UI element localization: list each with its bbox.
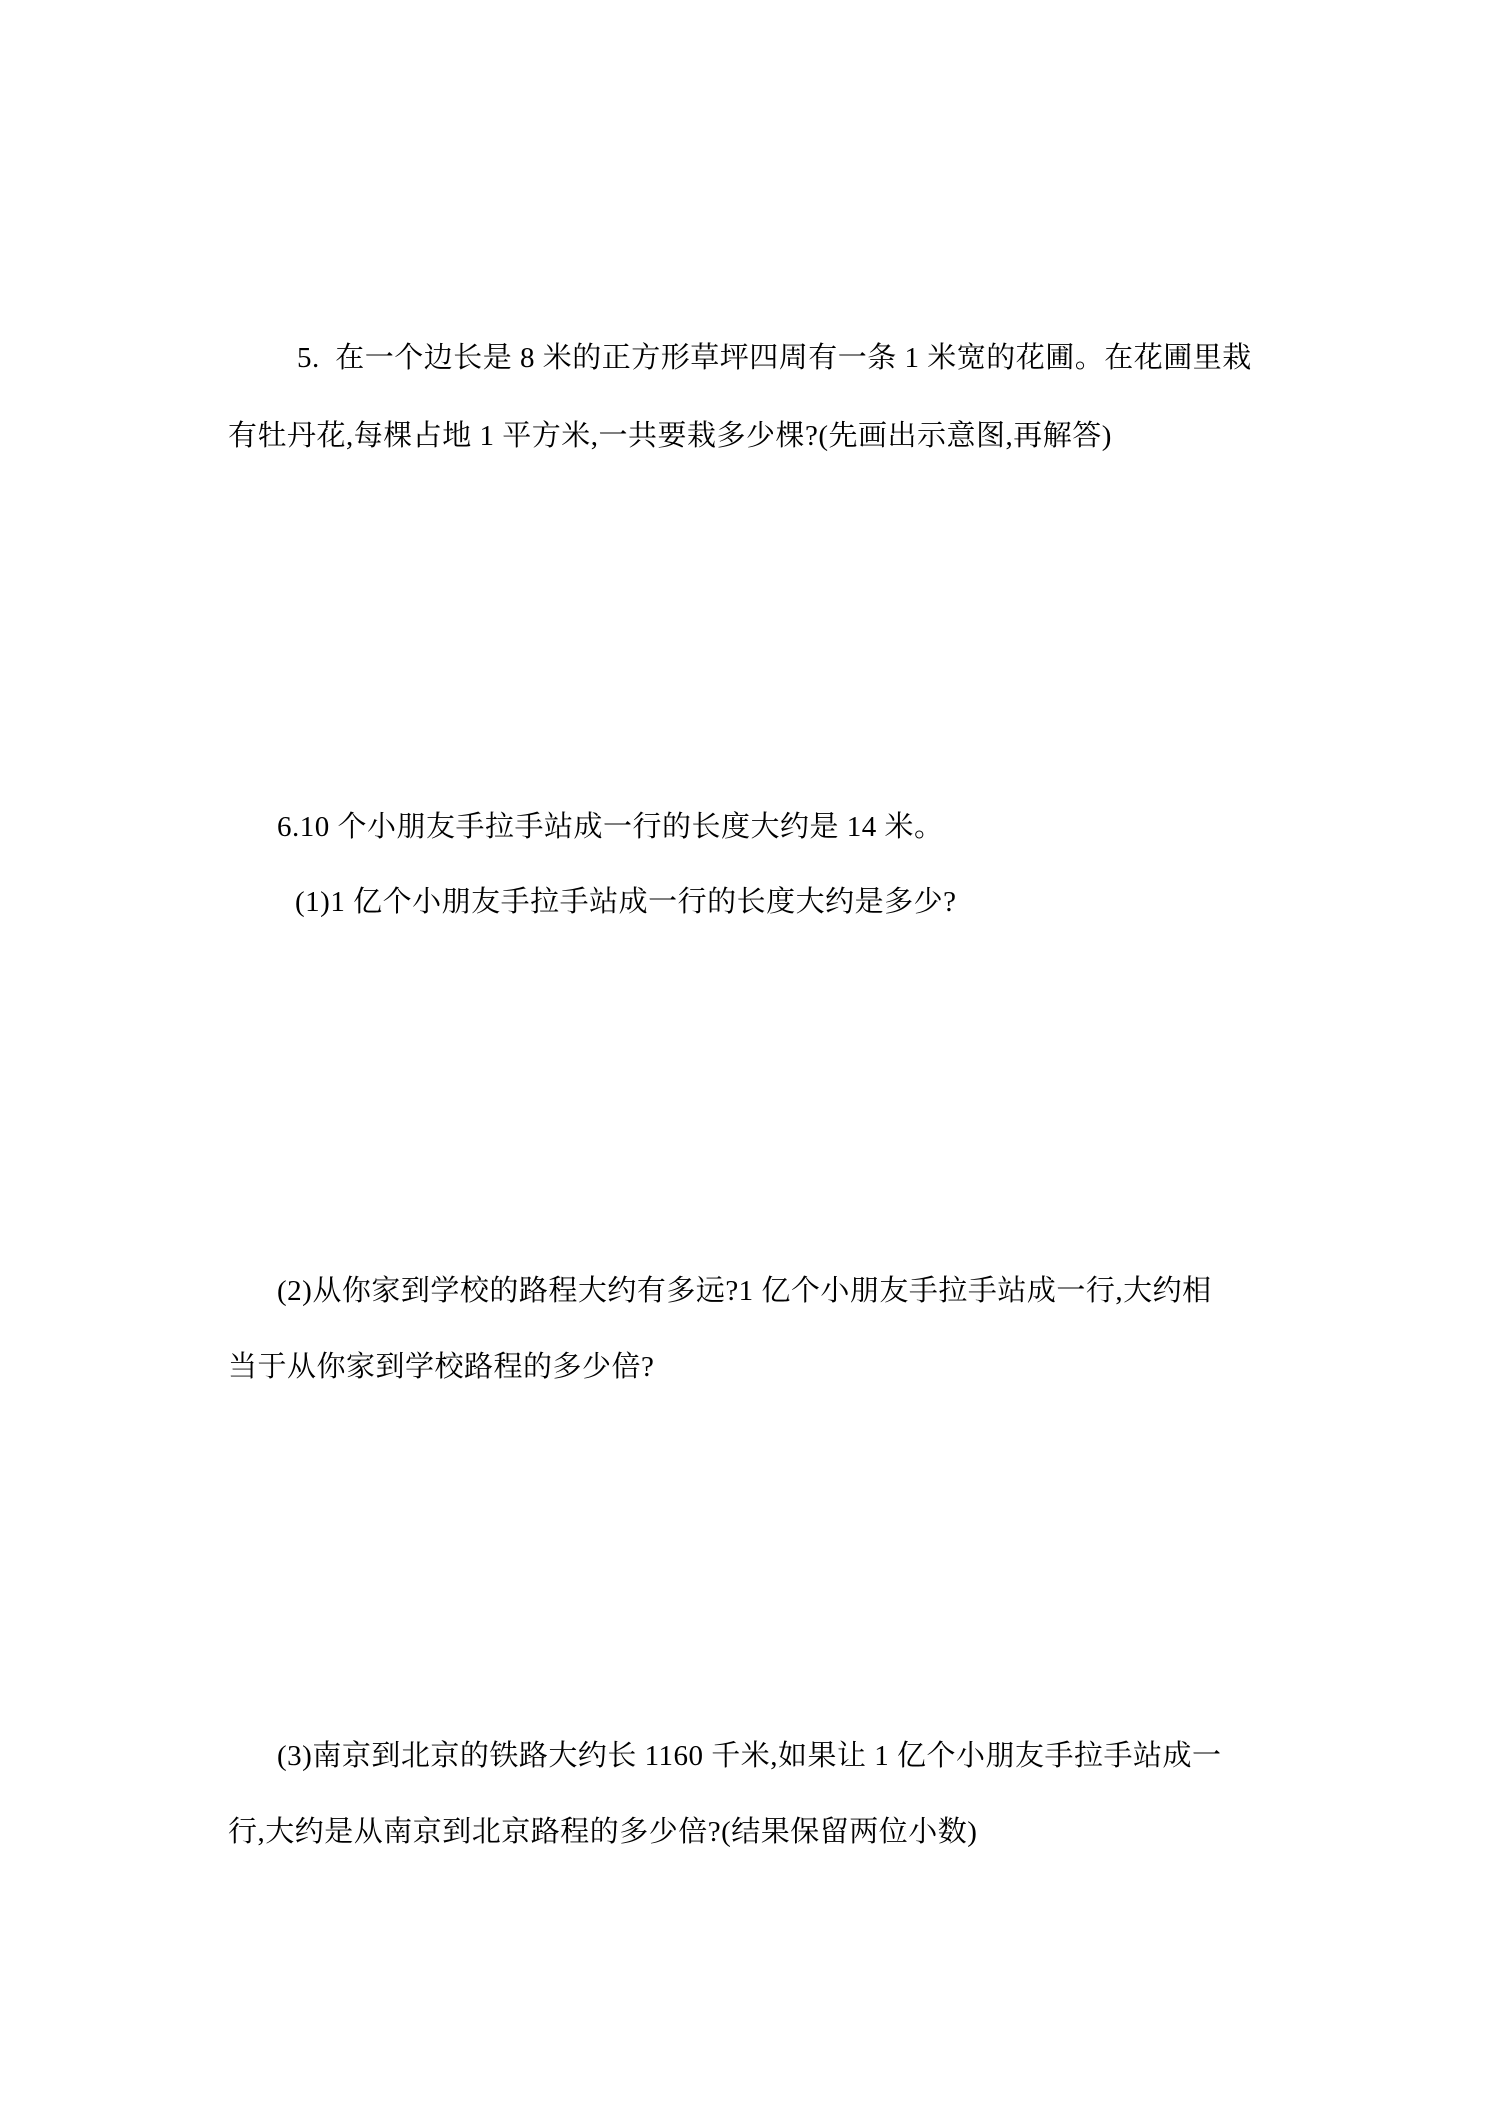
problem-6-part-2-line-1: (2)从你家到学校的路程大约有多远?1 亿个小朋友手拉手站成一行,大约相 [277,1275,1212,1307]
problem-6-part-1-line-1: (1)1 亿个小朋友手拉手站成一行的长度大约是多少? [295,886,957,918]
problem-6-part-3-line-2: 行,大约是从南京到北京路程的多少倍?(结果保留两位小数) [228,1816,978,1848]
problem-5-line-2: 有牡丹花,每棵占地 1 平方米,一共要栽多少棵?(先画出示意图,再解答) [228,420,1112,452]
problem-5-line-1: 5. 在一个边长是 8 米的正方形草坪四周有一条 1 米宽的花圃。在花圃里栽 [297,342,1252,374]
problem-6-part-2-line-2: 当于从你家到学校路程的多少倍? [228,1351,655,1383]
problem-6-stem: 6.10 个小朋友手拉手站成一行的长度大约是 14 米。 [277,811,944,843]
problem-6-part-3-line-1: (3)南京到北京的铁路大约长 1160 千米,如果让 1 亿个小朋友手拉手站成一 [277,1740,1222,1772]
